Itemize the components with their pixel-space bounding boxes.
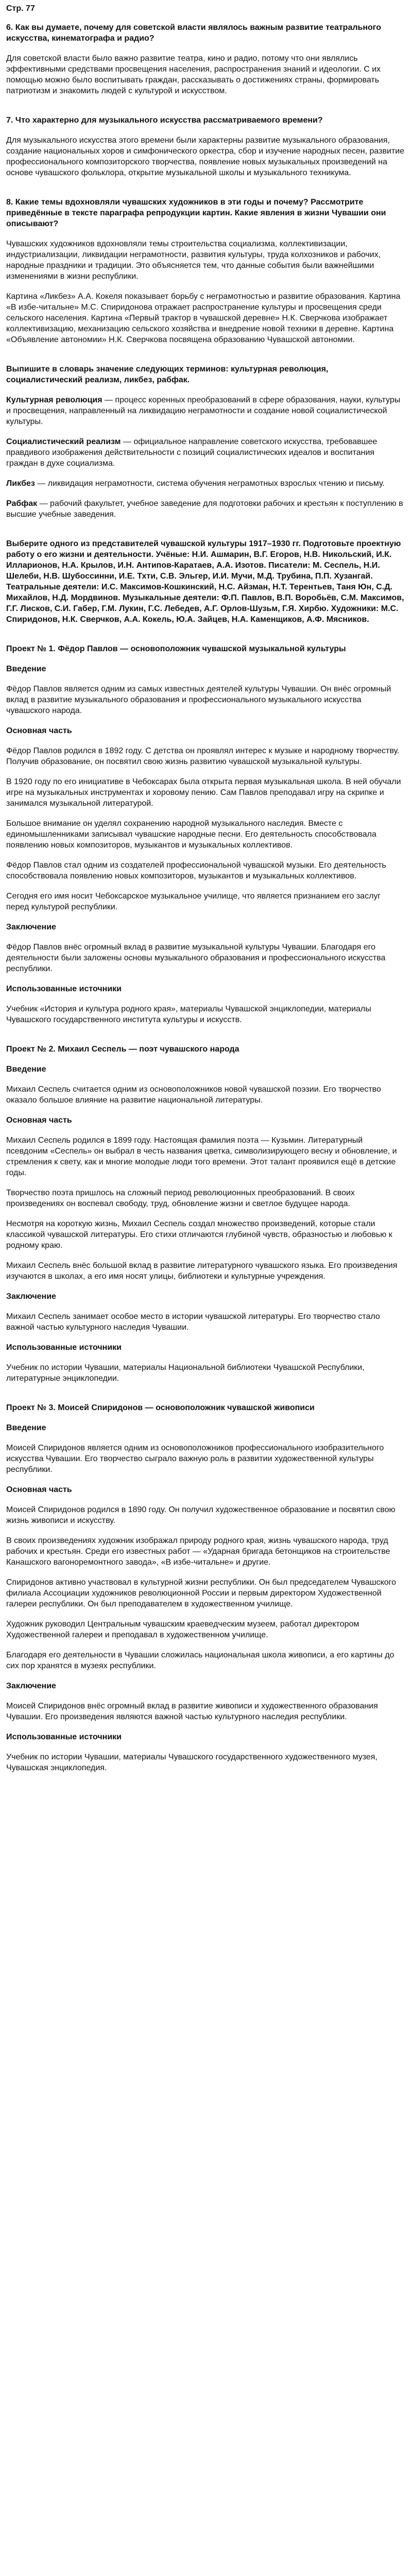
term-cultural-revolution: Культурная революция — процесс коренных преобразований в сфере образования, науки, культуры и просвещения, направленный на ликвидацию неграмотности и создание новой социалистической культуры. bbox=[6, 396, 401, 426]
question-6-answer: Для советской власти было важно развитие театра, кино и радио, потому что они являлись эффективными средствами просвещения населения, распространения знаний и идеологии. С их помощью можно было воспитывать граждан, рассказывать о достижениях страны, формировать патриотизм и знакомить людей с культурой и искусством. bbox=[6, 54, 381, 95]
project-2-sources: Учебник по истории Чувашии, материалы Национальной библиотеки Чувашской Республики, литературные энциклопедии. bbox=[6, 1363, 365, 1383]
project-1-main-3: Большое внимание он уделял сохранению народной музыкального наследия. Вместе с единомышленниками записывал чувашские народные песни. Его деятельность способствовала появлению новых композиторов, музыкантов и музыкальных коллективов. bbox=[6, 819, 376, 850]
question-7-title: 7. Что характерно для музыкального искусства рассматриваемого времени? bbox=[6, 116, 323, 125]
project-1-sources: Учебник «История и культура родного края», материалы Чувашской энциклопедии, материалы Чувашского государственного института культуры и искусств. bbox=[6, 1005, 371, 1024]
project-2-main-2: Творчество поэта пришлось на сложный период революционных преобразований. В своих произведениях он воспевал свободу, труд, обновление жизни и светлое будущее народа. bbox=[6, 1189, 355, 1208]
project-2-main-1: Михаил Сеспель родился в 1899 году. Настоящая фамилия поэта — Кузьмин. Литературный псевдоним «Сеспель» он выбрал в честь названия цветка, символизирующего весну и обновление, и стремления к свету, как и многие молодые люди того времени. Этот талант проявился ещё в детские годы. bbox=[6, 1136, 397, 1177]
term-rabfak: Рабфак — рабочий факультет, учебное заведение для подготовки рабочих и крестьян к поступлению в высшие учебные заведения. bbox=[6, 499, 403, 519]
page-number: Стр. 77 bbox=[6, 4, 35, 13]
project-3-sources-heading: Использованные источники bbox=[6, 1733, 122, 1741]
question-7-answer: Для музыкального искусства этого времени были характерны развитие музыкального образования, создание национальных хоров и симфонического оркестра, сбор и изучение народных песен, развитие профессионального композиторского творчества, появление новых музыкальных произведений на основе чувашского фольклора, открытие музыкальной школы и музыкального техникума. bbox=[6, 136, 405, 177]
project-2-main-heading: Основная часть bbox=[6, 1116, 72, 1125]
project-1-main-5: Сегодня его имя носит Чебоксарское музыкальное училище, что является признанием его заслуг перед культурой республики. bbox=[6, 892, 381, 911]
project-3-main-heading: Основная часть bbox=[6, 1485, 72, 1494]
question-8-answer-1: Чувашских художников вдохновляли темы строительства социализма, коллективизации, индустриализации, ликвидации неграмотности, развития культуры, труда колхозников и рабочих, народные праздники и традиции. Это объясняется тем, что данные события были важнейшими изменениями в жизни республики. bbox=[6, 240, 381, 281]
project-2-intro: Михаил Сеспель считается одним из основоположников новой чувашской поэзии. Его творчество оказало большое влияние на развитие национальной литературы. bbox=[6, 1085, 381, 1105]
project-2-main-4: Михаил Сеспель внёс большой вклад в развитие литературного чувашского языка. Его произведения изучаются в школах, а его имя носят улицы, библиотеки и культурные учреждения. bbox=[6, 1261, 398, 1281]
project-2-sources-heading: Использованные источники bbox=[6, 1343, 122, 1352]
project-1-main-4: Фёдор Павлов стал одним из создателей профессиональной чувашской музыки. Его деятельность способствовала появлению новых композиторов, музыкантов и музыкальных коллективов. bbox=[6, 861, 386, 880]
term-likbez: Ликбез — ликвидация неграмотности, система обучения неграмотных взрослых чтению и письму. bbox=[6, 479, 385, 488]
project-3-conclusion-heading: Заключение bbox=[6, 1682, 56, 1690]
project-1-conclusion-heading: Заключение bbox=[6, 923, 56, 931]
project-2-conclusion-heading: Заключение bbox=[6, 1292, 56, 1301]
project-3-main-5: Благодаря его деятельности в Чувашии сложилась национальная школа живописи, а его картины до сих пор хранятся в музеях республики. bbox=[6, 1651, 394, 1670]
project-2-intro-heading: Введение bbox=[6, 1065, 46, 1074]
project-1-intro-heading: Введение bbox=[6, 665, 46, 673]
project-1-main-2: В 1920 году по его инициативе в Чебоксарах была открыта первая музыкальная школа. В ней обучали игре на музыкальных инструментах и хоровому пению. Сам Павлов преподавал игру на скрипке и занимался музыкальной литературой. bbox=[6, 777, 401, 808]
project-1-main-heading: Основная часть bbox=[6, 726, 72, 735]
question-8-title: 8. Какие темы вдохновляли чувашских художников в эти годы и почему? Рассмотрите приведённые в тексте параграфа репродукции картин. Какие явления в жизни Чувашии они описывают? bbox=[6, 198, 386, 228]
project-1-intro: Фёдор Павлов является одним из самых известных деятелей культуры Чувашии. Он внёс огромный вклад в развитие музыкального образования и профессионального музыкального искусства чувашского народа. bbox=[6, 685, 391, 715]
question-9-title: Выпишите в словарь значение следующих терминов: культурная революция, социалистический реализм, ликбез, рабфак. bbox=[6, 365, 329, 384]
project-3-conclusion: Моисей Спиридонов внёс огромный вклад в развитие живописи и художественного образования Чувашии. Его произведения являются важной частью культурного наследия республики. bbox=[6, 1702, 378, 1721]
project-3-main-2: В своих произведениях художник изображал природу родного края, жизнь чувашского народа, труд рабочих и крестьян. Среди его известных работ — «Ударная бригада бетонщиков на строительстве Канашского вагоноремонтного завода», «В избе-читальне» и другие. bbox=[6, 1536, 390, 1567]
project-3-intro: Моисей Спиридонов является одним из основоположников профессионального изобразительного искусства Чувашии. Его творчество сыграло важную роль в развитии художественной культуры республики. bbox=[6, 1444, 384, 1474]
project-1-title: Проект № 1. Фёдор Павлов — основоположник чувашской музыкальной культуры bbox=[6, 645, 346, 653]
project-1-conclusion: Фёдор Павлов внёс огромный вклад в развитие музыкальной культуры Чувашии. Благодаря его деятельности были заложены основы музыкального образования и профессионального искусства республики. bbox=[6, 943, 386, 973]
term-socialist-realism: Социалистический реализм — официальное направление советского искусства, требовавшее правдивого изображения действительности с позиций социалистических идеалов и воспитания граждан в духе социализма. bbox=[6, 437, 377, 468]
project-3-intro-heading: Введение bbox=[6, 1423, 46, 1432]
project-3-title: Проект № 3. Моисей Спиридонов — основоположник чувашской живописи bbox=[6, 1403, 315, 1412]
project-3-sources: Учебник по истории Чувашии, материалы Чувашского государственного художественного музея, Чувашская энциклопедия. bbox=[6, 1753, 377, 1772]
project-1-main-1: Фёдор Павлов родился в 1892 году. С детства он проявлял интерес к музыке и народному творчеству. Получив образование, он посвятил свою жизнь развитию чувашской музыкальной культуры. bbox=[6, 747, 400, 766]
question-10-title: Выберите одного из представителей чувашской культуры 1917–1930 гг. Подготовьте проектную работу о его жизни и деятельности. Учёные: Н.И. Ашмарин, В.Г. Егоров, Н.В. Никольский, И.К. Илларионов, Н.А. Крылов, И.Н. Антипов-Каратаев, А.А. Изотов. Писатели: М. Сеспель, Н.И. Шелеби, Н.В. Шубоссинни, И.Е. Тхти, С.В. Эльгер, И.И. Мучи, М.Д. Трубина, П.П. Хузангай. Театральные деятели: И.С. Максимов-Кошкинский, Н.С. Айзман, Н.Т. Терентьев, Таня Юн, С.Д. Михайлов, Н.Д. Мордвинов. Музыкальные деятели: Ф.П. Павлов, В.П. Воробьёв, С.М. Максимов, Г.Г. Лисков, С.И. Габер, Г.М. Лукин, Г.С. Лебедев, А.Г. Орлов-Шузьм, Г.Я. Хирбю. Художники: М.С. Спиридонов, Н.К. Сверчков, А.А. Кокель, Ю.А. Зайцев, Н.А. Каменщиков, А.Ф. Мясников. bbox=[6, 539, 404, 624]
project-3-main-4: Художник руководил Центральным чувашским краеведческим музеем, работал директором Художественной галереи и преподавал в художественном училище. bbox=[6, 1620, 359, 1639]
project-2-main-3: Несмотря на короткую жизнь, Михаил Сеспель создал множество произведений, которые стали классикой чувашской литературы. Его стихи отличаются глубиной чувств, образностью и любовью к родному краю. bbox=[6, 1219, 392, 1250]
project-2-title: Проект № 2. Михаил Сеспель — поэт чувашского народа bbox=[6, 1045, 239, 1054]
project-3-main-1: Моисей Спиридонов родился в 1890 году. Он получил художественное образование и посвятил свою жизнь живописи и искусству. bbox=[6, 1505, 396, 1525]
question-6-title: 6. Как вы думаете, почему для советской власти являлось важным развитие театрального искусства, кинематографа и радио? bbox=[6, 23, 382, 43]
project-1-sources-heading: Использованные источники bbox=[6, 985, 122, 993]
project-2-conclusion: Михаил Сеспель занимает особое место в истории чувашской литературы. Его творчество стало важной частью культурного наследия Чувашии. bbox=[6, 1312, 380, 1332]
question-8-answer-2: Картина «Ликбез» А.А. Кокеля показывает борьбу с неграмотностью и развитие образования. Картина «В избе-читальне» М.С. Спиридонова отражает распространение культуры и просвещения среди сельского населения. Картина «Первый трактор в чувашской деревне» Н.К. Сверчкова изображает коллективизацию, механизацию сельского хозяйства и внедрение новой техники в деревне. Картина «Объявление автономии» Н.К. Сверчкова посвящена образованию Чувашской автономии. bbox=[6, 292, 401, 344]
project-3-main-3: Спиридонов активно участвовал в культурной жизни республики. Он был председателем Чувашского филиала Ассоциации художников революционной России и первым директором Художественной галереи республики. Он был преподавателем в художественном училище. bbox=[6, 1578, 397, 1608]
